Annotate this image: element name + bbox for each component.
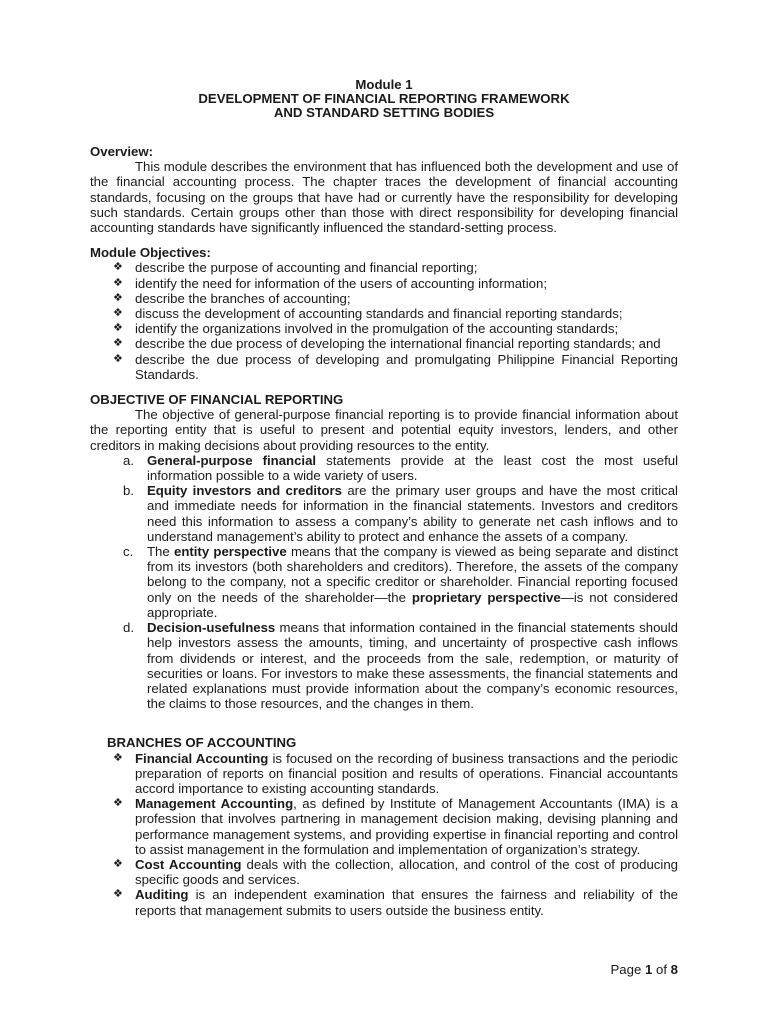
list-item: ❖ discuss the development of accounting standards and financial reporting standards; — [113, 306, 623, 322]
page-number: Page 1 of 8 — [610, 962, 678, 977]
overview-paragraph: This module describes the environment that has influenced both the development and use of the financial accounting process. The chapter traces the development of financial accounting standards, focusing on the groups that have had or currently have the responsibility for developing such standards. Certain groups other than those with direct responsibility for developing financial accounting standards have significantly influenced the standard-setting process. — [90, 159, 678, 236]
document-page — [90, 78, 678, 918]
list-item: ❖ identify the need for information of the users of accounting information; — [113, 275, 547, 291]
list-item: ❖ Management Accounting, as defined by Institute of Management Accountants (IMA) is a profession that involves partnering in management decision making, devising planning and performance management systems, and providing expertise in financial reporting and control to assist management in the formulation and implementation of organization’s strategy. — [113, 796, 678, 857]
module-label: Module 1 — [355, 77, 413, 92]
list-item: c. The entity perspective means that the company is viewed as being separate and distinct from its investors (both shareholders and creditors). Therefore, the assets of the company belong to the company, not a specific creditor or shareholder. Financial reporting focused only on the needs of the shareholder—the proprietary perspective—is not considered appropriate. — [123, 544, 679, 620]
list-item: b. Equity investors and creditors are the primary user groups and have the most critical and immediate needs for information in the financial statements. Investors and creditors need this information to assess a company’s ability to generate net cash inflows and to understand management’s ability to protect and enhance the assets of a company. — [123, 483, 678, 544]
list-item: ❖ Auditing is an independent examination that ensures the fairness and reliability of the reports that management submits to users outside the business entity. — [113, 887, 678, 918]
branches-heading: BRANCHES OF ACCOUNTING — [107, 735, 297, 751]
diamond-bullet-icon: ❖ — [113, 888, 123, 901]
list-item: ❖ identify the organizations involved in the promulgation of the accounting standards; — [113, 321, 619, 337]
diamond-bullet-icon: ❖ — [113, 276, 123, 289]
overview-heading: Overview: — [90, 144, 154, 159]
financial-reporting-heading: OBJECTIVE OF FINANCIAL REPORTING — [90, 392, 344, 408]
diamond-bullet-icon: ❖ — [113, 261, 123, 274]
financial-reporting-list — [90, 453, 678, 711]
list-item: a. General-purpose financial statements provide at the least cost the most useful information possible to a wide variety of users. — [123, 452, 679, 484]
list-item: ❖ describe the due process of developing the international financial reporting standards; and — [113, 336, 661, 352]
title-line-2: AND STANDARD SETTING BODIES — [273, 105, 495, 120]
objectives-list — [90, 260, 678, 382]
diamond-bullet-icon: ❖ — [113, 797, 123, 810]
diamond-bullet-icon: ❖ — [113, 857, 123, 870]
list-item: ❖ describe the branches of accounting; — [113, 290, 351, 306]
document-title — [90, 78, 678, 120]
diamond-bullet-icon: ❖ — [113, 352, 123, 365]
diamond-bullet-icon: ❖ — [113, 291, 123, 304]
diamond-bullet-icon: ❖ — [113, 322, 123, 335]
objectives-heading: Module Objectives: — [90, 245, 211, 261]
list-item: ❖ Cost Accounting deals with the collection, allocation, and control of the cost of producing specific goods and services. — [113, 856, 678, 888]
financial-reporting-intro: The objective of general-purpose financial reporting is to provide financial information about the reporting entity that is useful to present and potential equity investors, lenders, and other creditors in making decisions about providing resources to the entity. — [90, 407, 678, 453]
list-item: d. Decision-usefulness means that information contained in the financial statements should help investors assess the amounts, timing, and uncertainty of prospective cash inflows from dividends or interest, and the proceeds from the sale, redemption, or maturity of securities or loans. For investors to make these assessments, the financial statements and related explanations must provide information about the company’s economic resources, the claims to those resources, and the changes in them. — [123, 620, 678, 712]
list-item: ❖ Financial Accounting is focused on the recording of business transactions and the periodic preparation of reports on financial position and results of operations. Financial accountants accord importance to existing accounting standards. — [113, 750, 678, 796]
branches-list — [90, 751, 678, 918]
list-item: ❖ describe the purpose of accounting and financial reporting; — [113, 260, 478, 276]
diamond-bullet-icon: ❖ — [113, 337, 123, 350]
title-line-1: DEVELOPMENT OF FINANCIAL REPORTING FRAMEWORK — [198, 91, 570, 106]
branches-section — [90, 735, 678, 917]
diamond-bullet-icon: ❖ — [113, 751, 123, 764]
diamond-bullet-icon: ❖ — [113, 307, 123, 320]
list-item: ❖ describe the due process of developing and promulgating Philippine Financial Reporting Standards. — [113, 351, 678, 382]
